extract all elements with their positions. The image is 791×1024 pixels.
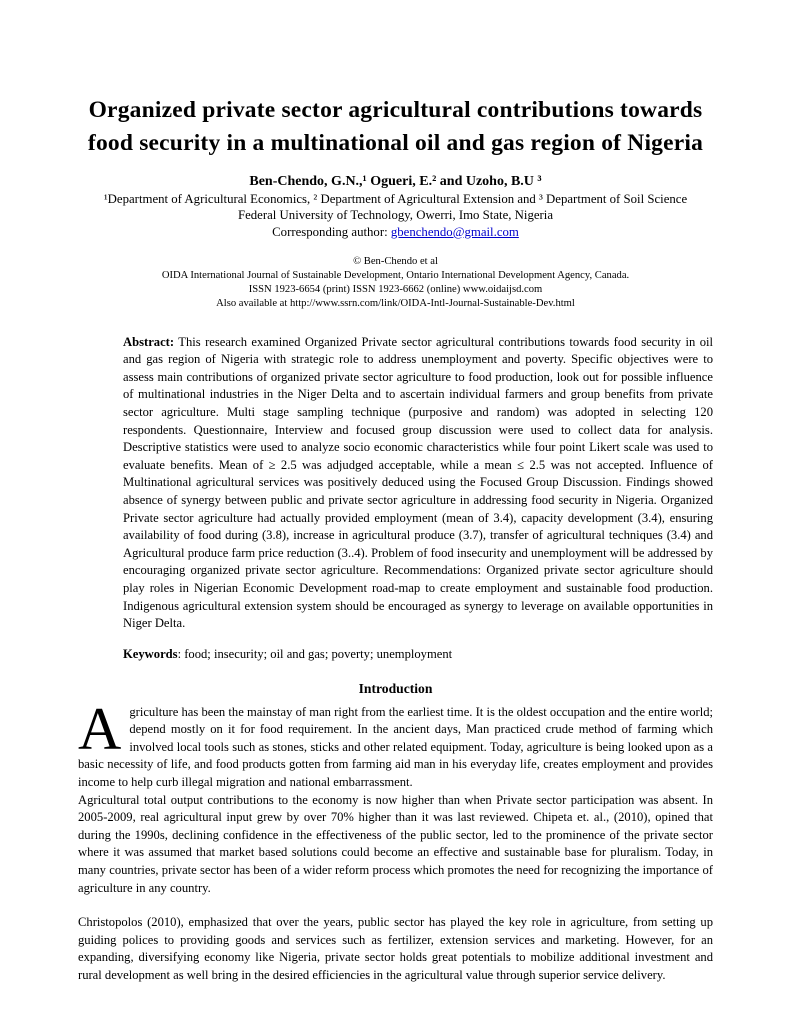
- abstract-text: This research examined Organized Private sector agricultural contributions towards food security in oil and gas region of Nigeria with strategic role to address unemployment and poverty. Specific objectives were to assess main contributions of organized private sector agriculture to food production, look out for possible influence of multinational industries in the Niger Delta and to ascertain individual farmers and group benefits from private sector agriculture. Multi stage sampling technique (purposive and random) was adopted in selecting 120 respondents. Questionnaire, Interview and focused group discussion were used to collect data for analysis. Descriptive statistics were used to analyze socio economic characteristics while four point Likert scale was used to evaluate benefits. Mean of ≥ 2.5 was adjudged acceptable, while a mean ≤ 2.5 was not accepted. Influence of Multinational agricultural services was positively deduced using the Focused Group Discussion. Findings showed absence of synergy between public and private sector agriculture in addressing food security in Nigeria. Organized Private sector agriculture had actually provided employment (mean of 3.4), capacity development (3.4), ensuring availability of food during (3.8), increase in agricultural produce (3.7), transfer of agricultural techniques (3.4) and Agricultural produce farm price reduction (3..4). Problem of food insecurity and unemployment will be addressed by encouraging organized private sector agriculture. Recommendations: Organized private sector agriculture should play roles in Nigerian Economic Development road-map to create employment and sustainable food production. Indigenous agricultural extension system should be encouraged as synergy to leverage on available opportunities in Niger Delta.: [123, 334, 713, 631]
- copyright-line: © Ben-Chendo et al: [353, 255, 438, 267]
- affiliation-line-departments: ¹Department of Agricultural Economics, ² Department of Agricultural Extension and ³ Department of Soil Science: [103, 192, 688, 206]
- keywords-line: [123, 646, 713, 663]
- availability-line: Also available at http://www.ssrn.com/link/OIDA-Intl-Journal-Sustainable-Dev.html: [216, 297, 575, 309]
- drop-cap: A: [78, 695, 122, 762]
- keywords-text: : food; insecurity; oil and gas; poverty; unemployment: [177, 646, 453, 661]
- intro-paragraph-3: Christopolos (2010), emphasized that over the years, public sector has played the key role in agriculture, from setting up guiding polices to providing goods and services such as fertilizer, extension services and marketing. However, for an expanding, diversifying economy like Nigeria, private sector holds great potentials to mobilize additional investment and rural development as well bring in the desired efficiencies in the agricultural value through superior service delivery.: [78, 915, 713, 982]
- intro-paragraph-2: Agricultural total output contributions to the economy is now higher than when Private sector participation was absent. In 2005-2009, real agricultural input grew by over 70% higher than it was last reviewed. Chipeta et. al., (2010), opined that during the 1990s, declining confidence in the effectiveness of the public sector, led to the prominence of the private sector where it was assumed that market based solutions could become an effective and sustainable base for pluralism. Today, in many countries, private sector has been of a wider reform process which promotes the need for recognizing the importance of agriculture in any country.: [78, 792, 713, 895]
- publication-info-block: [78, 255, 713, 311]
- corresponding-author-line: [78, 224, 713, 240]
- keywords-label: Keywords: [123, 646, 178, 661]
- abstract-block: [123, 334, 713, 633]
- abstract-label: Abstract:: [123, 334, 175, 349]
- paper-title: [78, 94, 713, 160]
- affiliation-line-university: Federal University of Technology, Owerri, Imo State, Nigeria: [237, 207, 554, 222]
- intro-paragraph-1-text: griculture has been the mainstay of man right from the earliest time. It is the oldest occupation and the entire world; depend mostly on it for food requirement. In the ancient days, Man practiced crude method of farming which involved local tools such as stones, sticks and other related equipment. Today, agriculture is being looked upon as a basic necessity of life, and food products gotten from farming aid man in his everyday life, creates employment and provides income to help curb illegal migration and national embarrassment.: [78, 704, 713, 790]
- authors-line: Ben-Chendo, G.N.,¹ Ogueri, E.² and Uzoho, B.U ³: [249, 174, 542, 189]
- intro-paragraph-1: [78, 695, 713, 792]
- journal-line: OIDA International Journal of Sustainable Development, Ontario International Development Agency, Canada.: [161, 269, 630, 281]
- paper-title-line-2: food security in a multinational oil and gas region of Nigeria: [87, 130, 704, 156]
- paper-title-line-1: Organized private sector agricultural contributions towards: [88, 97, 703, 123]
- affiliation-block: [78, 192, 713, 240]
- corresponding-email-link[interactable]: gbenchendo@gmail.com: [390, 224, 519, 239]
- corresponding-author-label: Corresponding author:: [272, 224, 391, 239]
- introduction-heading: Introduction: [358, 680, 433, 696]
- issn-line: ISSN 1923-6654 (print) ISSN 1923-6662 (online) www.oidaijsd.com: [248, 283, 543, 295]
